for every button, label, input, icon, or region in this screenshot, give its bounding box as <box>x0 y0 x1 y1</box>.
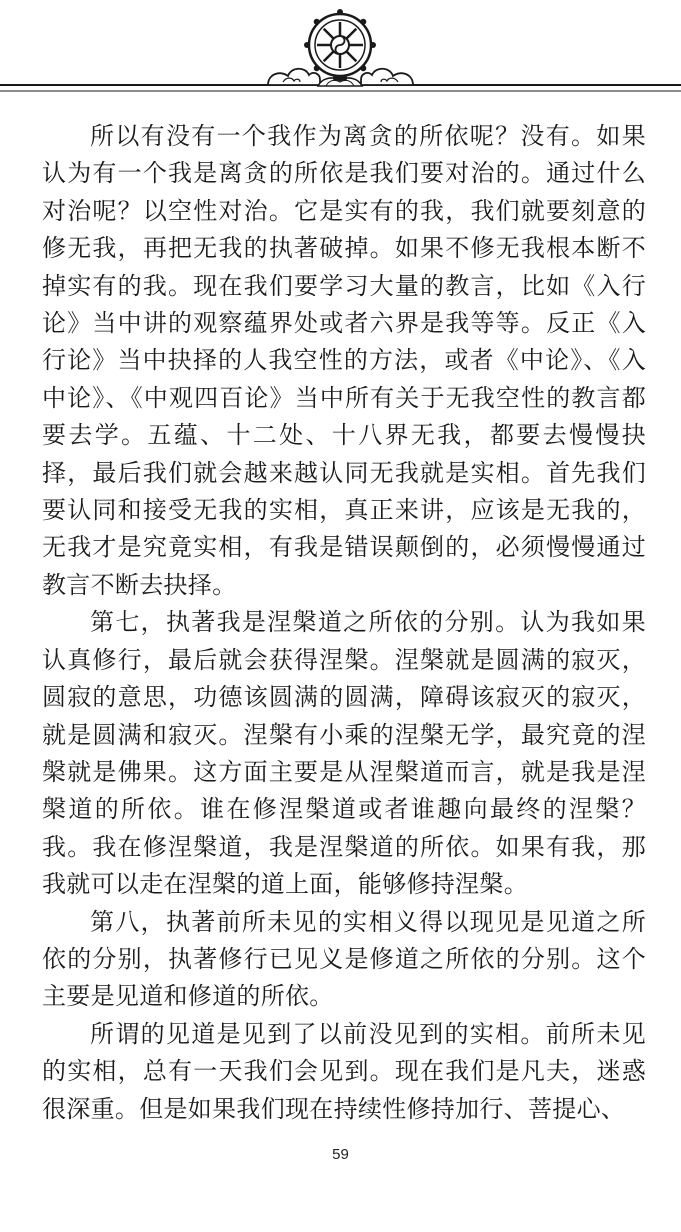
dharma-wheel-icon <box>304 9 376 81</box>
paragraph: 第七，执著我是涅槃道之所依的分别。认为我如果认真修行，最后就会获得涅槃。涅槃就是圆满的寂灭，圆寂的意思，功德该圆满的圆满，障碍该寂灭的寂灭，就是圆满和寂灭。涅槃有小乘的涅槃无学，最究竟的涅槃就是佛果。这方面主要是从涅槃道而言，就是我是涅槃道的所依。谁在修涅槃道或者谁趣向最终的涅槃？我。我在修涅槃道，我是涅槃道的所依。如果有我，那我就可以走在涅槃的道上面，能够修持涅槃。 <box>42 608 646 899</box>
paragraph: 所谓的见道是见到了以前没见到的实相。前所未见的实相，总有一天我们会见到。现在我们是凡夫，迷惑很深重。但是如果我们现在持续性修持加行、菩提心、 <box>42 1019 646 1123</box>
paragraph: 所以有没有一个我作为离贪的所依呢？没有。如果认为有一个我是离贪的所依是我们要对治的。通过什么对治呢？以空性对治。它是实有的我，我们就要刻意的修无我，再把无我的执著破掉。如果不修无我根本断不掉实有的我。现在我们要学习大量的教言，比如《入行论》当中讲的观察蕴界处或者六界是我等等。反正《入行论》当中抉择的人我空性的方法，或者《中论》、《入中论》、《中观四百论》当中所有关于无我空性的教言都要去学。五蕴、十二处、十八界无我，都要去慢慢抉择，最后我们就会越来越认同无我就是实相。首先我们要认同和接受无我的实相，真正来讲，应该是无我的，无我才是究竟实相，有我是错误颠倒的，必须慢慢通过教言不断去抉择。 <box>42 122 646 599</box>
paragraph: 第八，执著前所未见的实相义得以现见是见道之所依的分别，执著修行已见义是修道之所依的分别。这个主要是见道和修道的所依。 <box>42 907 646 1011</box>
page-body <box>42 118 646 1128</box>
right-cloud-icon <box>361 69 413 85</box>
page-header <box>0 0 681 110</box>
header-ornament <box>0 0 681 110</box>
left-cloud-icon <box>268 69 320 85</box>
page-number: 59 <box>332 1146 349 1163</box>
